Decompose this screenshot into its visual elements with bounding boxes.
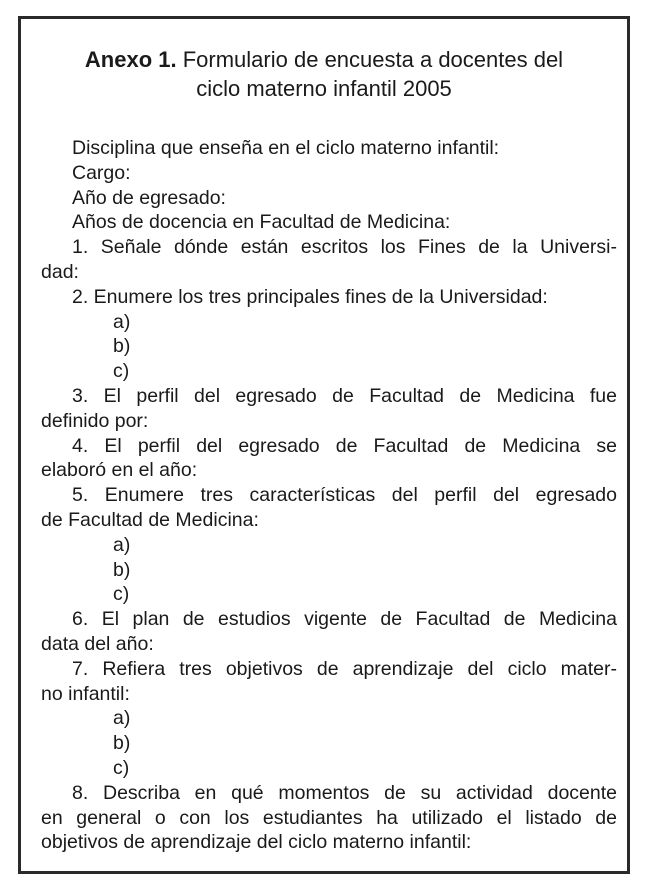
- survey-line: data del año:: [41, 632, 154, 655]
- document-frame: [18, 16, 630, 874]
- annex-label: Anexo 1.: [84, 47, 177, 72]
- survey-line: 5. Enumere tres características del perfil del egresado: [72, 484, 617, 507]
- survey-line: c): [113, 583, 130, 606]
- document-title: [21, 45, 627, 103]
- survey-line: 3. El perfil del egresado de Facultad de Medicina fue: [72, 384, 617, 407]
- survey-line: definido por:: [41, 409, 149, 432]
- survey-line: de Facultad de Medicina:: [41, 508, 259, 531]
- survey-line: a): [113, 707, 131, 730]
- survey-line: c): [113, 360, 130, 383]
- survey-line: b): [113, 335, 131, 358]
- title-line-1: [21, 45, 627, 74]
- title-text-1: Formulario de encuesta a docentes del: [182, 47, 564, 72]
- survey-line: Año de egresado:: [72, 186, 226, 209]
- survey-line: Años de docencia en Facultad de Medicina:: [72, 211, 451, 234]
- survey-line: 2. Enumere los tres principales fines de la Universidad:: [72, 285, 548, 308]
- survey-line: a): [113, 533, 131, 556]
- survey-line: Cargo:: [72, 161, 131, 184]
- survey-line: 8. Describa en qué momentos de su actividad docente: [72, 781, 617, 804]
- survey-line: en general o con los estudiantes ha utilizado el listado de: [41, 806, 617, 829]
- survey-line: b): [113, 732, 131, 755]
- survey-line: b): [113, 558, 131, 581]
- survey-line: Disciplina que enseña en el ciclo materno infantil:: [72, 137, 500, 159]
- survey-line: dad:: [41, 260, 79, 283]
- survey-line: 7. Refiera tres objetivos de aprendizaje del ciclo mater-: [72, 657, 617, 680]
- survey-line: a): [113, 310, 131, 333]
- survey-line: objetivos de aprendizaje del ciclo materno infantil:: [41, 831, 472, 854]
- title-line-2: ciclo materno infantil 2005: [196, 76, 452, 101]
- survey-line: 6. El plan de estudios vigente de Facultad de Medicina: [72, 608, 617, 631]
- survey-line: 1. Señale dónde están escritos los Fines de la Universi-: [72, 236, 617, 259]
- survey-body: [41, 136, 617, 855]
- survey-line: c): [113, 756, 130, 779]
- survey-line: elaboró en el año:: [41, 459, 198, 482]
- survey-line: no infantil:: [41, 682, 130, 705]
- survey-line: 4. El perfil del egresado de Facultad de Medicina se: [72, 434, 617, 457]
